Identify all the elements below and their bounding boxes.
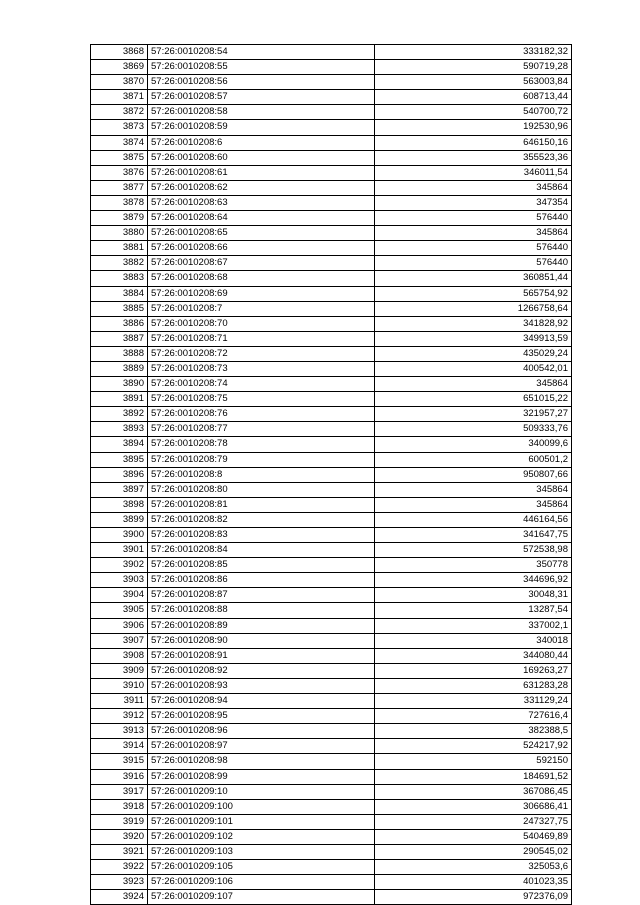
- value-cell: 563003,84: [375, 75, 572, 90]
- row-number-cell: 3894: [91, 437, 148, 452]
- value-cell: 435029,24: [375, 346, 572, 361]
- table-row: [91, 694, 572, 709]
- table-row: [91, 709, 572, 724]
- row-number-cell: 3873: [91, 120, 148, 135]
- value-cell: 345864: [375, 226, 572, 241]
- table-row: [91, 678, 572, 693]
- value-cell: 346011,54: [375, 165, 572, 180]
- cadastral-number-cell: 57:26:0010208:92: [148, 663, 375, 678]
- value-cell: 321957,27: [375, 407, 572, 422]
- row-number-cell: 3922: [91, 860, 148, 875]
- table-row: [91, 75, 572, 90]
- value-cell: 727616,4: [375, 709, 572, 724]
- row-number-cell: 3880: [91, 226, 148, 241]
- cadastral-number-cell: 57:26:0010208:93: [148, 678, 375, 693]
- row-number-cell: 3868: [91, 45, 148, 60]
- row-number-cell: 3915: [91, 754, 148, 769]
- value-cell: 331129,24: [375, 694, 572, 709]
- value-cell: 350778: [375, 558, 572, 573]
- table-row: [91, 316, 572, 331]
- row-number-cell: 3920: [91, 829, 148, 844]
- row-number-cell: 3900: [91, 528, 148, 543]
- cadastral-number-cell: 57:26:0010208:72: [148, 346, 375, 361]
- value-cell: 169263,27: [375, 663, 572, 678]
- cadastral-number-cell: 57:26:0010208:65: [148, 226, 375, 241]
- value-cell: 30048,31: [375, 588, 572, 603]
- value-cell: 400542,01: [375, 361, 572, 376]
- row-number-cell: 3888: [91, 346, 148, 361]
- value-cell: 349913,59: [375, 331, 572, 346]
- table-row: [91, 633, 572, 648]
- value-cell: 565754,92: [375, 286, 572, 301]
- value-cell: 344696,92: [375, 573, 572, 588]
- value-cell: 341828,92: [375, 316, 572, 331]
- cadastral-number-cell: 57:26:0010208:55: [148, 60, 375, 75]
- value-cell: 576440: [375, 211, 572, 226]
- cadastral-number-cell: 57:26:0010209:107: [148, 890, 375, 905]
- cadastral-number-cell: 57:26:0010208:85: [148, 558, 375, 573]
- table-row: [91, 150, 572, 165]
- table-row: [91, 407, 572, 422]
- cadastral-number-cell: 57:26:0010208:63: [148, 195, 375, 210]
- value-cell: 572538,98: [375, 543, 572, 558]
- value-cell: 344080,44: [375, 648, 572, 663]
- value-cell: 401023,35: [375, 875, 572, 890]
- cadastral-number-cell: 57:26:0010208:91: [148, 648, 375, 663]
- row-number-cell: 3924: [91, 890, 148, 905]
- value-cell: 950807,66: [375, 467, 572, 482]
- value-cell: 192530,96: [375, 120, 572, 135]
- cadastral-number-cell: 57:26:0010208:76: [148, 407, 375, 422]
- cadastral-number-cell: 57:26:0010208:88: [148, 603, 375, 618]
- cadastral-number-cell: 57:26:0010209:103: [148, 844, 375, 859]
- row-number-cell: 3907: [91, 633, 148, 648]
- cadastral-number-cell: 57:26:0010208:67: [148, 256, 375, 271]
- row-number-cell: 3887: [91, 331, 148, 346]
- table-row: [91, 739, 572, 754]
- row-number-cell: 3912: [91, 709, 148, 724]
- table-row: [91, 392, 572, 407]
- table-row: [91, 346, 572, 361]
- cadastral-number-cell: 57:26:0010208:74: [148, 377, 375, 392]
- value-cell: 337002,1: [375, 618, 572, 633]
- row-number-cell: 3898: [91, 497, 148, 512]
- row-number-cell: 3904: [91, 588, 148, 603]
- cadastral-number-cell: 57:26:0010208:84: [148, 543, 375, 558]
- cadastral-number-cell: 57:26:0010208:79: [148, 452, 375, 467]
- cadastral-number-cell: 57:26:0010208:87: [148, 588, 375, 603]
- table-row: [91, 286, 572, 301]
- cadastral-number-cell: 57:26:0010209:101: [148, 814, 375, 829]
- value-cell: 340099,6: [375, 437, 572, 452]
- cadastral-number-cell: 57:26:0010208:77: [148, 422, 375, 437]
- table-row: [91, 528, 572, 543]
- table-row: [91, 844, 572, 859]
- table-row: [91, 467, 572, 482]
- row-number-cell: 3884: [91, 286, 148, 301]
- row-number-cell: 3886: [91, 316, 148, 331]
- cadastral-number-cell: 57:26:0010208:78: [148, 437, 375, 452]
- cadastral-number-cell: 57:26:0010208:95: [148, 709, 375, 724]
- table-row: [91, 497, 572, 512]
- row-number-cell: 3923: [91, 875, 148, 890]
- table-row: [91, 165, 572, 180]
- cadastral-number-cell: 57:26:0010208:58: [148, 105, 375, 120]
- row-number-cell: 3906: [91, 618, 148, 633]
- table-row: [91, 377, 572, 392]
- table-body: [91, 45, 572, 905]
- value-cell: 360851,44: [375, 271, 572, 286]
- row-number-cell: 3882: [91, 256, 148, 271]
- row-number-cell: 3899: [91, 512, 148, 527]
- cadastral-number-cell: 57:26:0010208:6: [148, 135, 375, 150]
- cadastral-number-cell: 57:26:0010209:106: [148, 875, 375, 890]
- table-row: [91, 271, 572, 286]
- row-number-cell: 3921: [91, 844, 148, 859]
- value-cell: 608713,44: [375, 90, 572, 105]
- table-row: [91, 543, 572, 558]
- cadastral-number-cell: 57:26:0010208:81: [148, 497, 375, 512]
- table-row: [91, 829, 572, 844]
- cadastral-number-cell: 57:26:0010208:99: [148, 769, 375, 784]
- cadastral-number-cell: 57:26:0010208:83: [148, 528, 375, 543]
- value-cell: 576440: [375, 241, 572, 256]
- cadastral-number-cell: 57:26:0010208:73: [148, 361, 375, 376]
- value-cell: 341647,75: [375, 528, 572, 543]
- cadastral-number-cell: 57:26:0010208:66: [148, 241, 375, 256]
- value-cell: 325053,6: [375, 860, 572, 875]
- table-row: [91, 799, 572, 814]
- row-number-cell: 3874: [91, 135, 148, 150]
- cadastral-number-cell: 57:26:0010208:86: [148, 573, 375, 588]
- table-row: [91, 603, 572, 618]
- table-row: [91, 875, 572, 890]
- table-row: [91, 588, 572, 603]
- value-cell: 590719,28: [375, 60, 572, 75]
- row-number-cell: 3890: [91, 377, 148, 392]
- row-number-cell: 3911: [91, 694, 148, 709]
- cadastral-number-cell: 57:26:0010208:80: [148, 482, 375, 497]
- row-number-cell: 3883: [91, 271, 148, 286]
- row-number-cell: 3901: [91, 543, 148, 558]
- row-number-cell: 3889: [91, 361, 148, 376]
- row-number-cell: 3908: [91, 648, 148, 663]
- row-number-cell: 3902: [91, 558, 148, 573]
- row-number-cell: 3875: [91, 150, 148, 165]
- cadastral-number-cell: 57:26:0010208:60: [148, 150, 375, 165]
- value-cell: 600501,2: [375, 452, 572, 467]
- row-number-cell: 3903: [91, 573, 148, 588]
- value-cell: 646150,16: [375, 135, 572, 150]
- cadastral-number-cell: 57:26:0010208:82: [148, 512, 375, 527]
- cadastral-number-cell: 57:26:0010208:90: [148, 633, 375, 648]
- table-row: [91, 724, 572, 739]
- row-number-cell: 3885: [91, 301, 148, 316]
- cadastral-number-cell: 57:26:0010208:56: [148, 75, 375, 90]
- value-cell: 446164,56: [375, 512, 572, 527]
- row-number-cell: 3893: [91, 422, 148, 437]
- value-cell: 592150: [375, 754, 572, 769]
- table-row: [91, 120, 572, 135]
- value-cell: 345864: [375, 482, 572, 497]
- cadastral-number-cell: 57:26:0010208:8: [148, 467, 375, 482]
- value-cell: 1266758,64: [375, 301, 572, 316]
- value-cell: 367086,45: [375, 784, 572, 799]
- cadastral-number-cell: 57:26:0010208:64: [148, 211, 375, 226]
- row-number-cell: 3909: [91, 663, 148, 678]
- cadastral-number-cell: 57:26:0010209:105: [148, 860, 375, 875]
- table-row: [91, 890, 572, 905]
- table-row: [91, 663, 572, 678]
- table-row: [91, 60, 572, 75]
- table-row: [91, 256, 572, 271]
- cadastral-number-cell: 57:26:0010208:68: [148, 271, 375, 286]
- value-cell: 631283,28: [375, 678, 572, 693]
- value-cell: 333182,32: [375, 45, 572, 60]
- table-row: [91, 195, 572, 210]
- cadastral-number-cell: 57:26:0010208:57: [148, 90, 375, 105]
- table-row: [91, 452, 572, 467]
- table-row: [91, 105, 572, 120]
- row-number-cell: 3914: [91, 739, 148, 754]
- table-row: [91, 437, 572, 452]
- table-row: [91, 180, 572, 195]
- value-cell: 290545,02: [375, 844, 572, 859]
- row-number-cell: 3877: [91, 180, 148, 195]
- table-row: [91, 512, 572, 527]
- value-cell: 355523,36: [375, 150, 572, 165]
- cadastral-number-cell: 57:26:0010208:61: [148, 165, 375, 180]
- row-number-cell: 3870: [91, 75, 148, 90]
- table-row: [91, 648, 572, 663]
- table-row: [91, 814, 572, 829]
- row-number-cell: 3916: [91, 769, 148, 784]
- value-cell: 184691,52: [375, 769, 572, 784]
- row-number-cell: 3897: [91, 482, 148, 497]
- table-row: [91, 361, 572, 376]
- row-number-cell: 3891: [91, 392, 148, 407]
- table-row: [91, 331, 572, 346]
- value-cell: 540469,89: [375, 829, 572, 844]
- cadastral-number-cell: 57:26:0010208:97: [148, 739, 375, 754]
- table-row: [91, 558, 572, 573]
- row-number-cell: 3895: [91, 452, 148, 467]
- value-cell: 13287,54: [375, 603, 572, 618]
- table-row: [91, 241, 572, 256]
- row-number-cell: 3918: [91, 799, 148, 814]
- table-row: [91, 618, 572, 633]
- cadastral-number-cell: 57:26:0010209:100: [148, 799, 375, 814]
- cadastral-number-cell: 57:26:0010208:62: [148, 180, 375, 195]
- row-number-cell: 3910: [91, 678, 148, 693]
- value-cell: 540700,72: [375, 105, 572, 120]
- table-row: [91, 860, 572, 875]
- table-row: [91, 226, 572, 241]
- value-cell: 306686,41: [375, 799, 572, 814]
- row-number-cell: 3872: [91, 105, 148, 120]
- table-row: [91, 45, 572, 60]
- table-row: [91, 754, 572, 769]
- table-row: [91, 573, 572, 588]
- value-cell: 972376,09: [375, 890, 572, 905]
- cadastral-number-cell: 57:26:0010208:7: [148, 301, 375, 316]
- value-cell: 509333,76: [375, 422, 572, 437]
- row-number-cell: 3876: [91, 165, 148, 180]
- value-cell: 347354: [375, 195, 572, 210]
- row-number-cell: 3881: [91, 241, 148, 256]
- value-cell: 345864: [375, 377, 572, 392]
- row-number-cell: 3913: [91, 724, 148, 739]
- row-number-cell: 3917: [91, 784, 148, 799]
- table-row: [91, 301, 572, 316]
- row-number-cell: 3878: [91, 195, 148, 210]
- cadastral-number-cell: 57:26:0010208:98: [148, 754, 375, 769]
- table-row: [91, 482, 572, 497]
- value-cell: 345864: [375, 497, 572, 512]
- cadastral-number-cell: 57:26:0010208:96: [148, 724, 375, 739]
- cadastral-number-cell: 57:26:0010208:71: [148, 331, 375, 346]
- row-number-cell: 3879: [91, 211, 148, 226]
- value-cell: 651015,22: [375, 392, 572, 407]
- row-number-cell: 3896: [91, 467, 148, 482]
- cadastral-number-cell: 57:26:0010209:10: [148, 784, 375, 799]
- table-row: [91, 135, 572, 150]
- cadastral-number-cell: 57:26:0010208:89: [148, 618, 375, 633]
- cadastral-number-cell: 57:26:0010208:75: [148, 392, 375, 407]
- table-row: [91, 211, 572, 226]
- row-number-cell: 3869: [91, 60, 148, 75]
- value-cell: 345864: [375, 180, 572, 195]
- value-cell: 524217,92: [375, 739, 572, 754]
- cadastral-number-cell: 57:26:0010208:59: [148, 120, 375, 135]
- value-cell: 247327,75: [375, 814, 572, 829]
- table-row: [91, 769, 572, 784]
- value-cell: 382388,5: [375, 724, 572, 739]
- row-number-cell: 3892: [91, 407, 148, 422]
- value-cell: 576440: [375, 256, 572, 271]
- data-table: [90, 44, 572, 905]
- cadastral-number-cell: 57:26:0010208:54: [148, 45, 375, 60]
- cadastral-number-cell: 57:26:0010208:69: [148, 286, 375, 301]
- cadastral-number-cell: 57:26:0010208:70: [148, 316, 375, 331]
- table-row: [91, 422, 572, 437]
- row-number-cell: 3871: [91, 90, 148, 105]
- cadastral-number-cell: 57:26:0010209:102: [148, 829, 375, 844]
- table-row: [91, 90, 572, 105]
- table-row: [91, 784, 572, 799]
- value-cell: 340018: [375, 633, 572, 648]
- row-number-cell: 3919: [91, 814, 148, 829]
- row-number-cell: 3905: [91, 603, 148, 618]
- cadastral-number-cell: 57:26:0010208:94: [148, 694, 375, 709]
